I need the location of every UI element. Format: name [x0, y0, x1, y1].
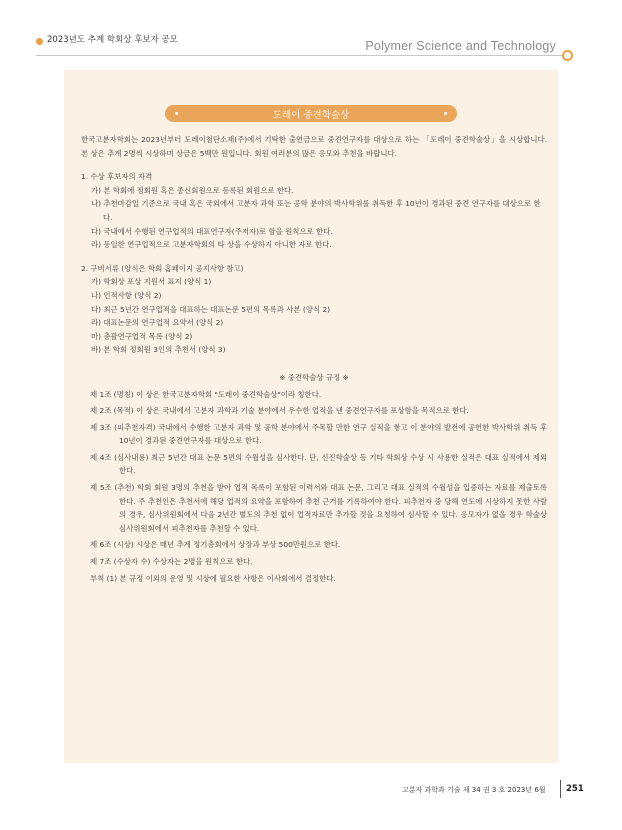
- document-item: 가) 학회상 포상 지원서 표지 (양식 1): [91, 277, 212, 287]
- rule-article: 제 3조 (피추천자격) 국내에서 수행한 고분자 과학 및 공학 분야에서 주목할 만한 연구 실적을 쌓고 이 분야의 발전에 공헌한 박사학위 취득 후 10년이 경과된 중견연구자를 대상으로 한다.: [90, 422, 547, 446]
- document-item: 나) 인적사항 (양식 2): [91, 290, 162, 300]
- rule-article: 제 1조 (명칭) 이 상은 한국고분자학회 "도레이 중견학술상"이라 칭한다.: [90, 389, 322, 399]
- header-journal-title: Polymer Science and Technology: [365, 39, 556, 53]
- header-section-title: 2023년도 추계 학회상 후보자 공모: [47, 35, 178, 45]
- section-documents-heading: 2. 구비서류 (양식은 학회 홈페이지 공지사항 참고): [81, 263, 244, 273]
- document-item: 다) 최근 5년간 연구업적을 대표하는 대표논문 5편의 목록과 사본 (양식 2): [91, 304, 331, 314]
- header-divider: [36, 55, 564, 56]
- rule-article: 제 5조 (추천) 학회 회원 3명의 추천을 받아 업적 목록이 포함된 이력서와 대표 논문, 그리고 대표 실적의 수월성을 입증하는 자료를 제출토록 한다. 주 추천인은 추천서에 해당 업적의 요약을 포함하여 추천 근거를 기록하여야 한다. 피추천자 중 당해 연도에 시상하지 못한 사람의 경우, 심사위원회에서 다음 2년간 별도의 추천 없이 업적자료만 추가할 것을 요청하여 심사할 수 있다. 응모자가 없을 경우 학술상 심사위원회에서 피추천자를 추천할 수 있다.: [90, 483, 547, 533]
- document-item: 바) 본 학회 정회원 3인의 추천서 (양식 3): [91, 345, 226, 355]
- announcement-body: [81, 133, 547, 585]
- document-item: 마) 총괄연구업적 목록 (양식 2): [91, 331, 193, 341]
- award-title: 도레이 중견학술상: [272, 109, 350, 121]
- banner-dot-icon: [444, 112, 447, 115]
- intro-paragraph: 한국고분자학회는 2023년부터 도레이첨단소재(주)에서 기탁한 출연금으로 중견연구자를 대상으로 하는 「도레이 중견학술상」을 시상합니다. 본 상은 추계 2명씩 시상하며 상금은 5백만 원입니다. 회원 여러분의 많은 응모와 추천을 바랍니다.: [81, 135, 547, 158]
- rule-article: 제 7조 (수상자 수) 수상자는 2명을 원칙으로 한다.: [90, 557, 253, 567]
- qualification-item: 나) 추천마감일 기준으로 국내 혹은 국외에서 고분자 과학 또는 공학 분야의 박사학위를 취득한 후 10년이 경과된 중견 연구자를 대상으로 한다.: [91, 199, 541, 222]
- rules-heading: ※ 중견학술상 규정 ※: [279, 372, 349, 382]
- qualification-item: 다) 국내에서 수행된 연구업적의 대표연구자(주저자)로 함을 원칙으로 한다.: [91, 226, 333, 236]
- award-title-banner: [165, 105, 457, 122]
- rule-article: 제 2조 (목적) 이 상은 국내에서 고분자 과학과 기술 분야에서 우수한 업적을 낸 중견연구자를 포상함을 목적으로 한다.: [90, 406, 469, 416]
- header-ring-icon: [562, 50, 573, 61]
- rule-article: 제 4조 (심사내용) 최근 5년간 대표 논문 5편의 수월성을 심사한다. 단, 신진학술상 등 기타 학회상 수상 시 사용한 실적은 대표 실적에서 제외한다.: [90, 452, 547, 476]
- footer-divider: [560, 780, 561, 798]
- page-number: 251: [566, 784, 584, 794]
- rule-article: 제 6조 (시상) 시상은 매년 추계 정기총회에서 상장과 부상 500만원으로 한다.: [90, 540, 341, 550]
- qualification-item: 가) 본 학회에 정회원 혹은 종신회원으로 등록된 회원으로 한다.: [91, 185, 294, 195]
- rule-article: 부칙 (1) 본 규정 이외의 운영 및 시상에 필요한 사항은 이사회에서 결정한다.: [90, 573, 336, 583]
- banner-dot-icon: [175, 112, 178, 115]
- announcement-panel: [64, 70, 558, 763]
- header-bullet-icon: [36, 38, 43, 45]
- document-item: 라) 대표논문의 연구업적 요약서 (양식 2): [91, 318, 224, 328]
- footer-journal-info: 고분자 과학과 기술 제 34 권 3 호 2023년 6월: [402, 786, 546, 794]
- qualification-item: 라) 동일한 연구업적으로 고분자학회의 타 상을 수상하지 아니한 자로 한다.: [91, 240, 332, 250]
- section-qualification-heading: 1. 수상 후보자의 자격: [81, 172, 153, 182]
